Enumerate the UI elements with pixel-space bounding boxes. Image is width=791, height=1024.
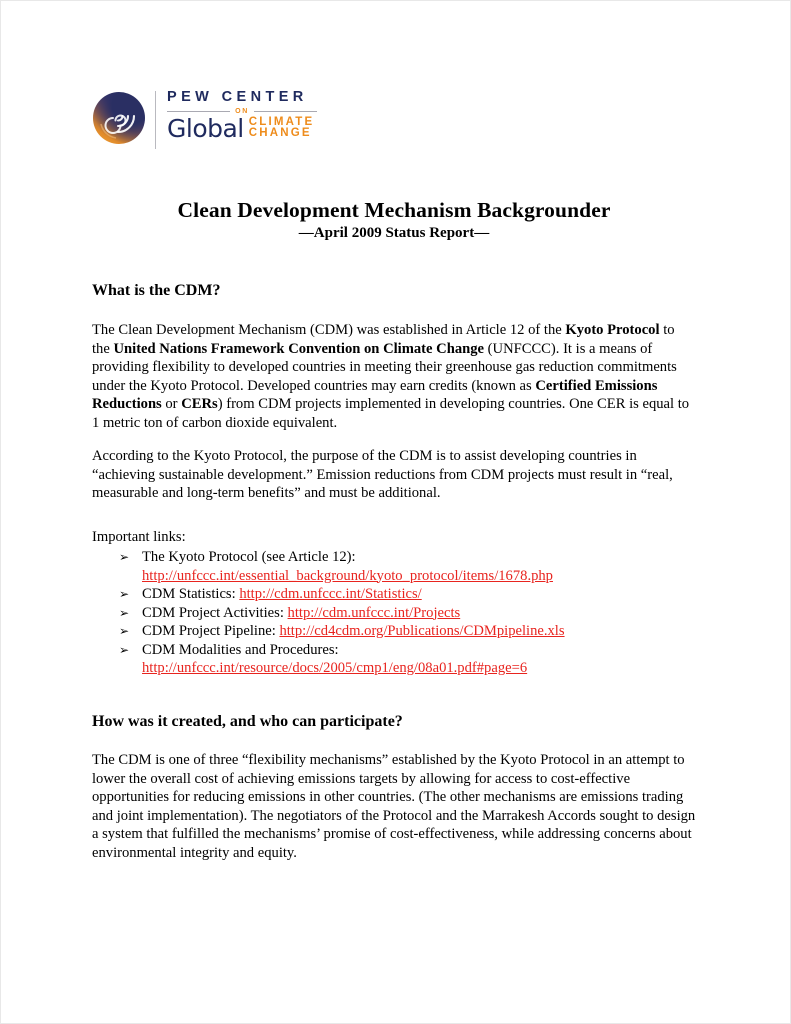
document-subtitle: —April 2009 Status Report— [298,225,490,241]
link-label: The Kyoto Protocol (see Article 12): [142,549,356,565]
link-label: CDM Project Pipeline: [142,623,276,639]
link-cdm-statistics[interactable]: http://cdm.unfccc.int/Statistics/ [239,586,422,602]
text-fragment: (UNFCCC). It is a means of providing flexibility to developed countries in meeting their greenhouse gas reduction commitments under the Kyoto Protocol. Developed countries may earn credits (known as [92,340,677,394]
text-fragment: or [161,396,182,412]
text-fragment: ) from CDM projects implemented in developing countries. One CER is equal to 1 metric ton of carbon dioxide equivalent. [92,396,690,431]
logo-divider [155,91,156,149]
arrow-bullet-icon: ➢ [119,624,130,638]
list-item [92,622,696,641]
pew-center-logo [93,89,319,151]
list-item [92,548,696,585]
arrow-bullet-icon: ➢ [119,642,130,657]
paragraph-cdm-purpose: According to the Kyoto Protocol, the purpose of the CDM is to assist developing countries in “achieving sustainable development.” Emission reductions from CDM projects must result in “real, measurable and long-term benefits” and must be additional. [92,448,673,501]
link-cdm-project-activities[interactable]: http://cdm.unfccc.int/Projects [287,604,461,621]
paragraph-cdm-definition [92,321,696,432]
arrow-bullet-icon: ➢ [119,587,130,601]
globe-icon [93,92,145,144]
arrow-bullet-icon: ➢ [119,550,130,564]
link-label: CDM Statistics: [142,586,236,602]
link-label: CDM Modalities and Procedures: [142,641,339,658]
logo-wordmark [167,89,319,141]
document-title: Clean Development Mechanism Backgrounder [177,198,611,222]
link-cdm-project-pipeline[interactable]: http://cd4cdm.org/Publications/CDMpipeline.xls [279,623,565,639]
bold-kyoto-protocol: Kyoto Protocol [565,322,660,338]
paragraph-flexibility-mechanisms: The CDM is one of three “flexibility mechanisms” established by the Kyoto Protocol in an attempt to lower the overall cost of achieving emissions targets by allowing for access to cost-effective opportunities for reducing emissions in other countries. (The other mechanisms are emissions trading and joint implementation). The negotiators of the Protocol and the Marrakesh Accords sought to design a system that fulfilled the mechanisms’ promise of cost-effectiveness, while addressing concerns about environmental integrity and equity. [92,752,696,861]
list-item [92,604,696,623]
link-cdm-modalities-procedures[interactable]: http://unfccc.int/resource/docs/2005/cmp1/eng/08a01.pdf#page=6 [142,660,528,676]
logo-rule-left [167,111,230,112]
logo-line2 [167,113,319,143]
section-heading-how-created: How was it created, and who can participate? [92,713,403,730]
logo-change-text: CHANGE [248,127,312,139]
bold-certified-emissions-reductions: Certified Emissions Reductions [92,377,658,412]
important-links-label: Important links: [92,529,186,545]
important-links-list [92,548,696,678]
list-item [92,641,696,678]
bold-unfccc-name: United Nations Framework Convention on Climate Change [113,340,485,357]
list-item [92,585,696,604]
bold-cers: CERs [181,396,218,412]
text-fragment: to the [92,322,675,357]
text-fragment: The Clean Development Mechanism (CDM) was established in Article 12 of the [92,322,566,338]
logo-global-text: Global [167,113,244,143]
logo-rule-right [254,111,317,112]
section-heading-what-is-cdm: What is the CDM? [92,282,221,299]
logo-on-text: ON [235,107,249,115]
logo-climate-change-text [249,117,315,140]
link-kyoto-protocol[interactable]: http://unfccc.int/essential_background/kyoto_protocol/items/1678.php [142,567,553,584]
arrow-bullet-icon: ➢ [119,605,130,620]
logo-climate-text: CLIMATE [248,115,315,128]
link-label: CDM Project Activities: [142,604,284,621]
logo-pew-center-text: PEW CENTER [167,89,308,105]
